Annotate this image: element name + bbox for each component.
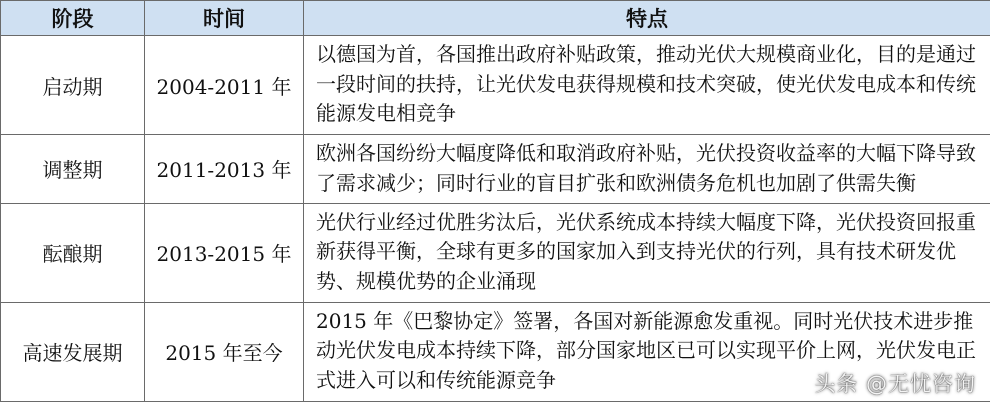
table-row	[1, 135, 990, 204]
header-features: 特点	[304, 1, 990, 36]
time-cell: 2015 年至今	[145, 302, 304, 401]
stage-cell: 调整期	[1, 135, 145, 204]
time-cell: 2013-2015 年	[145, 203, 304, 302]
table-row	[1, 36, 990, 135]
header-time: 时间	[145, 1, 304, 36]
time-cell: 2004-2011 年	[145, 36, 304, 135]
stage-cell: 酝酿期	[1, 203, 145, 302]
features-cell: 欧洲各国纷纷大幅度降低和取消政府补贴，光伏投资收益率的大幅下降导致了需求减少；同时行业的盲目扩张和欧洲债务危机也加剧了供需失衡	[304, 135, 990, 204]
table-row	[1, 203, 990, 302]
header-row	[1, 1, 990, 36]
time-cell: 2011-2013 年	[145, 135, 304, 204]
stage-cell: 启动期	[1, 36, 145, 135]
features-cell: 2015 年《巴黎协定》签署，各国对新能源愈发重视。同时光伏技术进步推动光伏发电成本持续下降，部分国家地区已可以实现平价上网，光伏发电正式进入可以和传统能源竞争	[304, 302, 990, 401]
watermark: 头条 @无忧咨询	[814, 372, 976, 396]
stage-cell: 高速发展期	[1, 302, 145, 401]
features-cell: 光伏行业经过优胜劣汰后，光伏系统成本持续大幅度下降，光伏投资回报重新获得平衡，全球有更多的国家加入到支持光伏的行列，具有技术研发优势、规模优势的企业涌现	[304, 203, 990, 302]
features-cell: 以德国为首，各国推出政府补贴政策，推动光伏大规模商业化，目的是通过一段时间的扶持，让光伏发电获得规模和技术突破，使光伏发电成本和传统能源发电相竞争	[304, 36, 990, 135]
header-stage: 阶段	[1, 1, 145, 36]
